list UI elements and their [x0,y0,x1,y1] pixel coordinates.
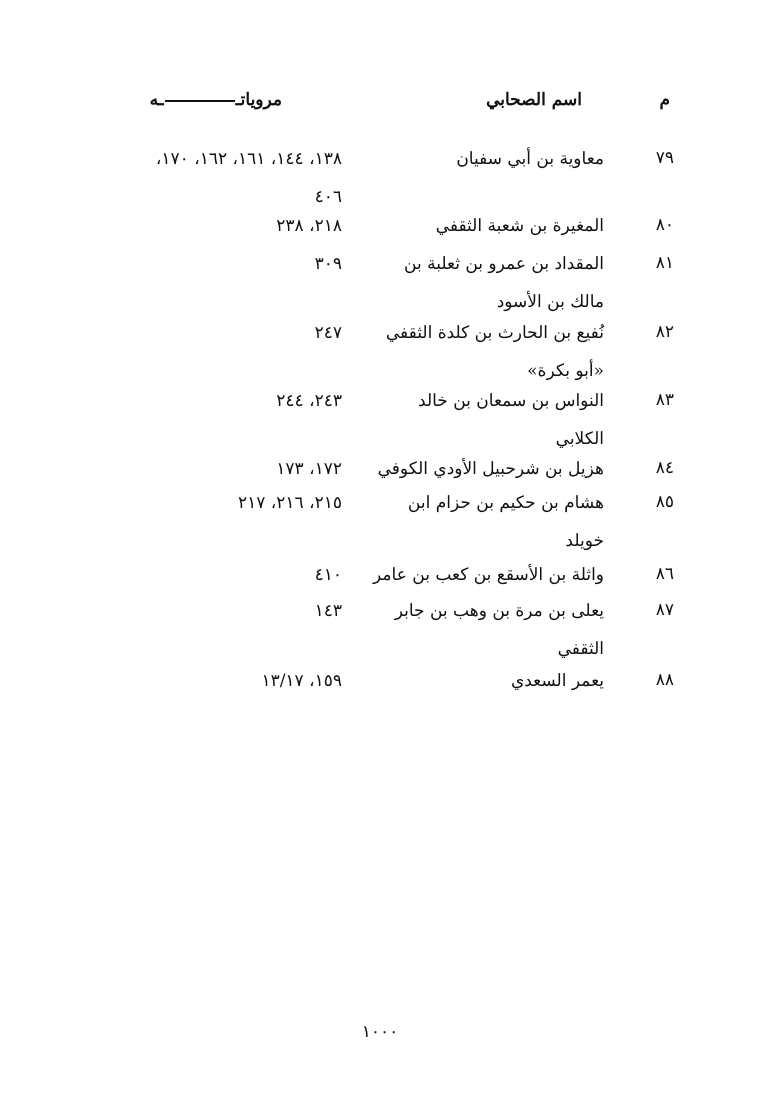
companion-name [366,592,604,668]
page-number: ١٠٠٠ [361,1022,399,1042]
row-number: ٨٢ [655,322,674,342]
companion-name [366,484,604,560]
column-header-companion-name: اسم الصحابي [486,90,582,110]
column-header-narrations-end: ـه [149,90,164,110]
companion-name [366,245,604,321]
narrations-line: ١٧٢، ١٧٣ [276,459,342,479]
narrations-list [2,662,342,700]
narrations-list [2,140,342,216]
row-number: ٨٤ [655,458,674,478]
narrations-list [2,314,342,352]
companion-name [366,140,604,178]
companion-name [366,556,604,594]
narrations-line: ١٤٣ [314,601,342,621]
companion-name-line: «أبو بكرة» [527,361,604,381]
narrations-line: ٢٤٧ [314,323,342,343]
companion-name-line: هشام بن حكيم بن حزام ابن [407,493,604,513]
companion-name-line: الثقفي [557,639,604,659]
narrations-list [2,382,342,420]
companion-name-line: خويلد [565,531,604,551]
narrations-list [2,556,342,594]
narrations-list [2,484,342,522]
narrations-line: ٣٠٩ [314,254,342,274]
column-header-number: م [659,90,670,110]
companion-name-line: واثلة بن الأسقع بن كعب بن عامر [373,565,604,585]
companion-name-line: مالك بن الأسود [496,292,604,312]
row-number: ٨٧ [655,600,674,620]
row-number: ٨٨ [655,670,674,690]
companion-name [366,662,604,700]
column-header-narrations-start: مروياتـ [235,90,282,110]
narrations-list [2,245,342,283]
tatweel-line [165,100,235,102]
row-number: ٧٩ [655,148,674,168]
narrations-line: ٢١٨، ٢٣٨ [276,216,342,236]
narrations-line: ٤٠٦ [314,187,342,207]
narrations-line: ٤١٠ [314,565,342,585]
companion-name [366,314,604,390]
narrations-line: ٢٤٣، ٢٤٤ [276,391,342,411]
companion-name-line: هزيل بن شرحبيل الأودي الكوفي [377,459,604,479]
companion-name-line: يعلى بن مرة بن وهب بن جابر [394,601,604,621]
companion-name-line: النواس بن سمعان بن خالد [418,391,604,411]
companion-name-line: نُفيع بن الحارث بن كلدة الثقفي [385,323,604,343]
row-number: ٨٣ [655,390,674,410]
companion-name-line: المغيرة بن شعبة الثقفي [435,216,604,236]
row-number: ٨٥ [655,492,674,512]
row-number: ٨٦ [655,564,674,584]
row-number: ٨١ [655,253,674,273]
narrations-line: ١٣٨، ١٤٤، ١٦١، ١٦٢، ١٧٠، [155,149,342,169]
column-header-narrations [150,90,282,110]
companion-name-line: الكلابي [555,429,604,449]
companion-name-line: المقداد بن عمرو بن ثعلبة بن [404,254,604,274]
companion-name-line: يعمر السعدي [510,671,604,691]
narrations-list [2,207,342,245]
companion-name [366,450,604,488]
narrations-list [2,450,342,488]
companion-name-line: معاوية بن أبي سفيان [456,149,604,169]
row-number: ٨٠ [655,215,674,235]
companion-name [366,382,604,458]
narrations-line: ٢١٥، ٢١٦، ٢١٧ [238,493,342,513]
narrations-list [2,592,342,630]
narrations-line: ١٥٩، ١٣/١٧ [261,671,342,691]
companion-name [366,207,604,245]
